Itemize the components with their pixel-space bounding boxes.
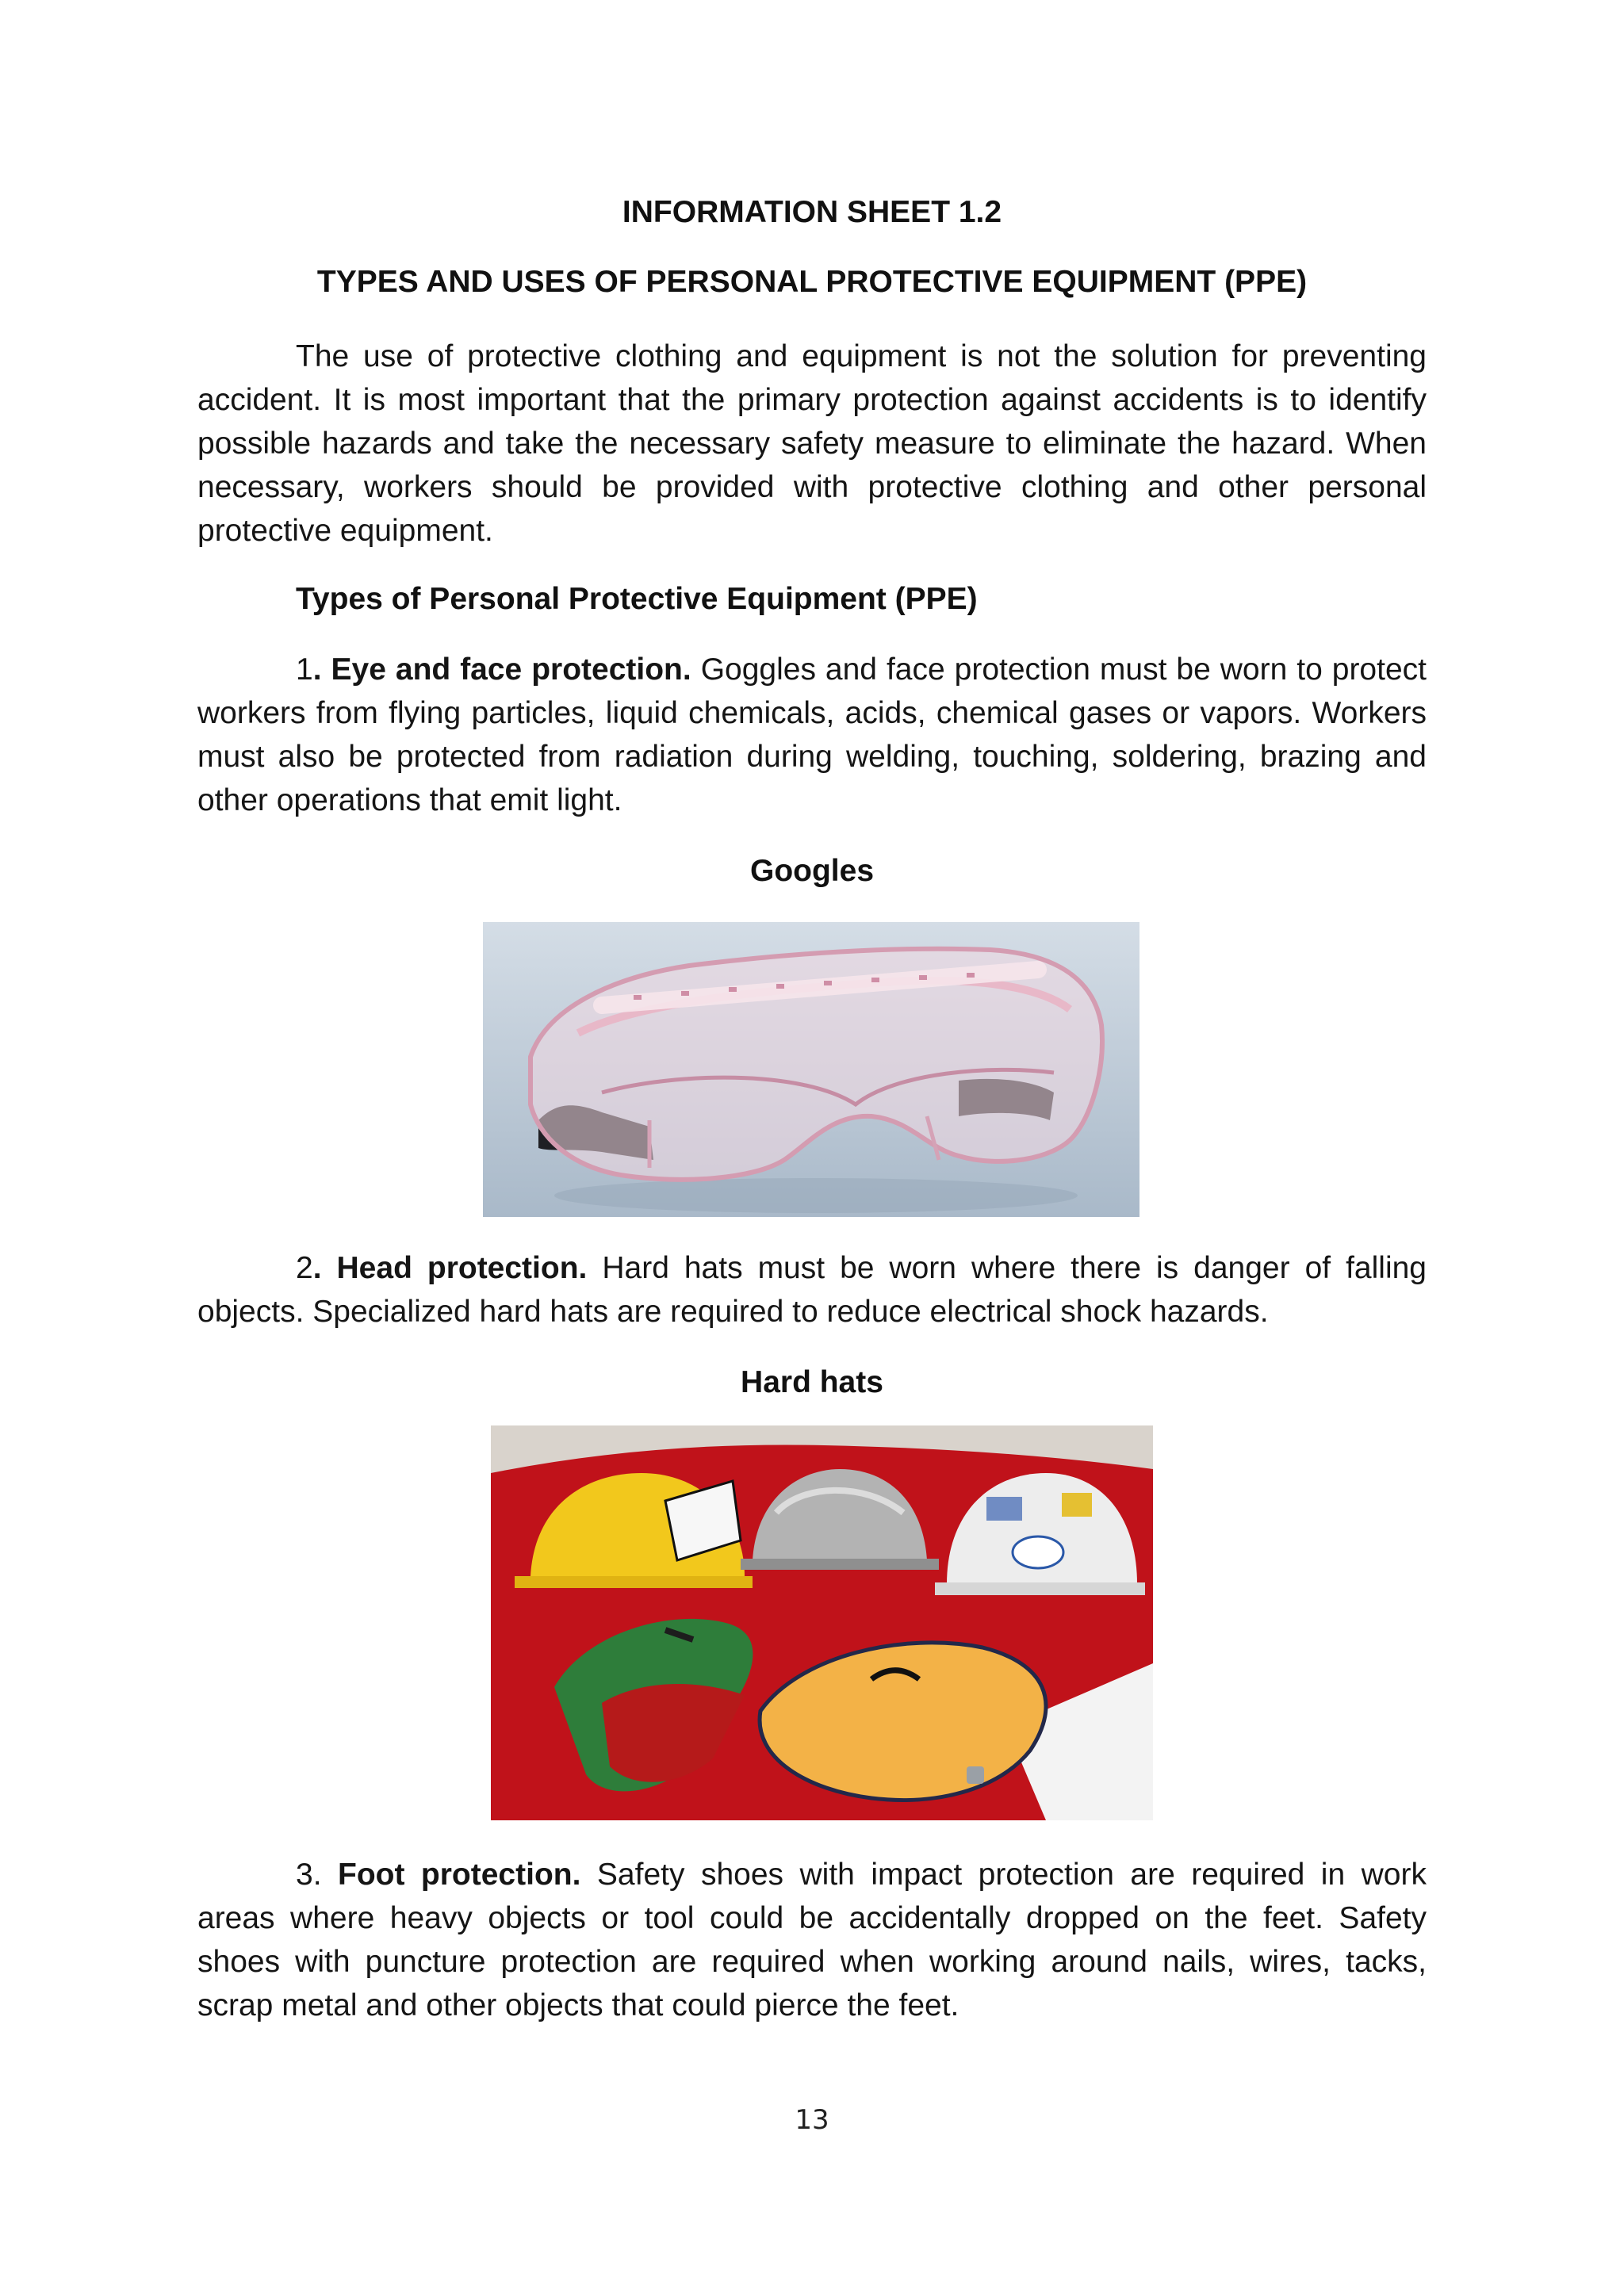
item-foot-protection	[197, 1853, 1427, 2027]
item-number: 1	[296, 652, 313, 687]
sheet-title: INFORMATION SHEET 1.2	[622, 195, 1002, 229]
item-head-protection	[197, 1246, 1427, 1334]
item-title: . Eye and face protection.	[312, 652, 691, 687]
item-number: 2	[296, 1251, 313, 1285]
safety-goggles-photo	[483, 922, 1139, 1217]
item-number: 3.	[296, 1858, 338, 1892]
types-heading: Types of Personal Protective Equipment (PPE)	[296, 582, 978, 616]
item-body: Safety shoes with impact protection are required in work areas where heavy objects or tool could be accidentally dropped on the feet. Safety shoes with puncture protection are required when working around nails, wires, tacks, scrap metal and other objects that could pierce the feet.	[197, 1858, 1427, 2022]
item-body: Hard hats must be worn where there is danger of falling objects. Specialized hard hats are required to reduce electrical shock hazards.	[197, 1251, 1427, 1329]
goggles-icon	[483, 922, 1139, 1217]
item-eye-face-protection	[197, 648, 1427, 822]
item-body: Goggles and face protection must be worn to protect workers from flying particles, liquid chemicals, acids, chemical gases or vapors. Workers must also be protected from radiation during welding, touching, soldering, brazing and other operations that emit light.	[197, 652, 1427, 817]
item-title: Foot protection.	[338, 1858, 581, 1892]
intro-paragraph: The use of protective clothing and equipment is not the solution for preventing accident. It is most important that the primary protection against accidents is to identify possible hazards and take the necessary safety measure to eliminate the hazard. When necessary, workers should be provided with protective clothing and other personal protective equipment.	[197, 339, 1427, 548]
hard-hats-photo	[491, 1425, 1153, 1820]
page-number: 13	[795, 2104, 829, 2136]
goggles-caption: Googles	[749, 854, 875, 888]
hard-hats-icon	[491, 1425, 1153, 1820]
sheet-subtitle: TYPES AND USES OF PERSONAL PROTECTIVE EQUIPMENT (PPE)	[316, 265, 1308, 299]
item-title: . Head protection.	[312, 1251, 588, 1285]
hard-hats-caption: Hard hats	[741, 1365, 883, 1399]
